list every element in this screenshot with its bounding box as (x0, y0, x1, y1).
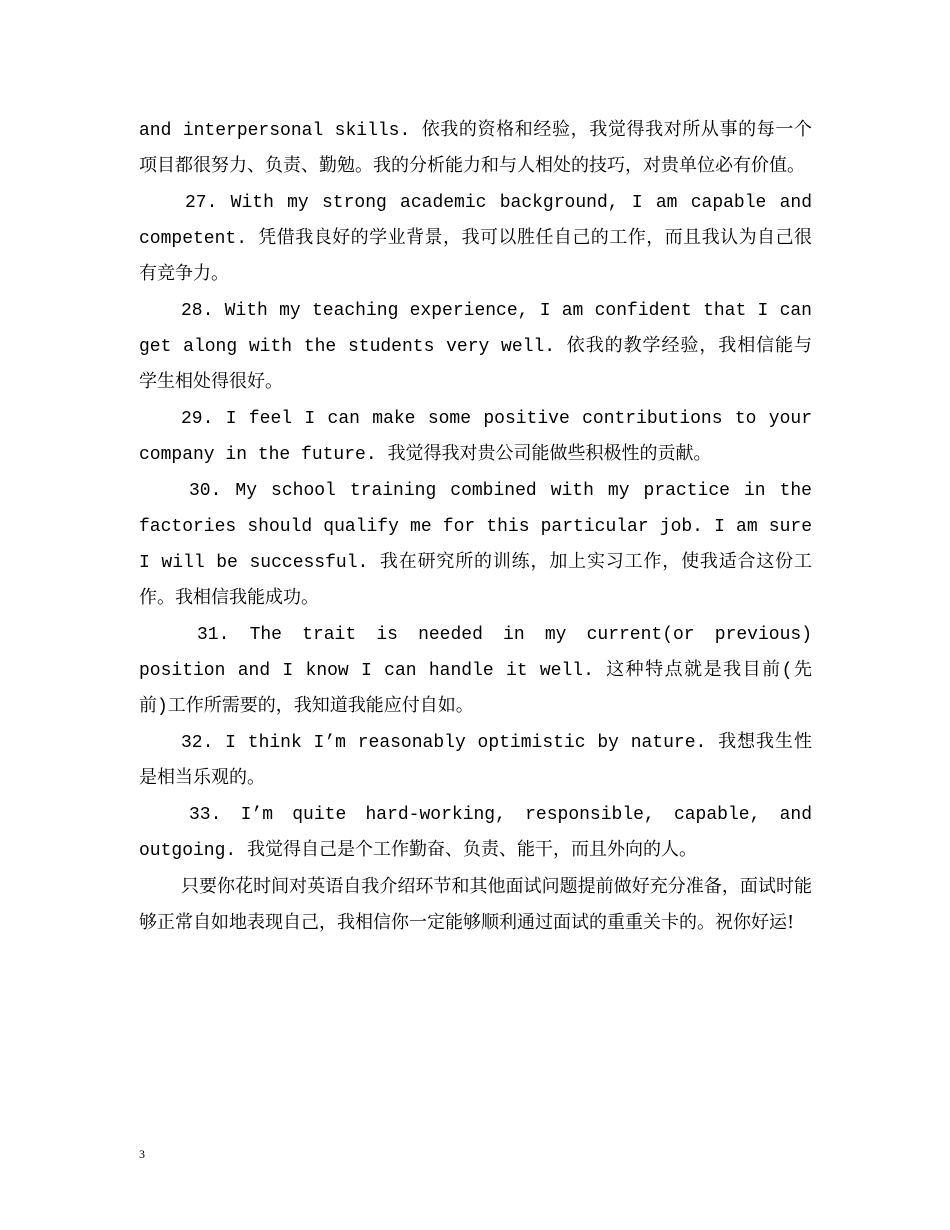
paragraph-28: 28. With my teaching experience, I am confident that I can get along with the students very well. 依我的教学经验，我相信能与学生相处得很好。 (139, 301, 812, 393)
paragraph-27: 27. With my strong academic background, I am capable and competent. 凭借我良好的学业背景，我可以胜任自己的工作，而且我认为自己很有竞争力。 (139, 193, 812, 285)
page-number: 3 (139, 1147, 145, 1161)
paragraph-32: 32. I think I’m reasonably optimistic by nature. 我想我生性是相当乐观的。 (139, 733, 812, 789)
paragraph-29: 29. I feel I can make some positive contributions to your company in the future. 我觉得我对贵公司能做些积极性的贡献。 (139, 409, 812, 465)
paragraph-26-continuation: and interpersonal skills. 依我的资格和经验，我觉得我对所从事的每一个项目都很努力、负责、勤勉。我的分析能力和与人相处的技巧，对贵单位必有价值。 (139, 121, 812, 177)
paragraph-33: 33. I’m quite hard-working, responsible, capable, and outgoing. 我觉得自己是个工作勤奋、负责、能干，而且外向的人。 (139, 805, 812, 861)
paragraph-30: 30. My school training combined with my practice in the factories should qualify me for this particular job. I am sure I will be successful. 我在研究所的训练，加上实习工作，使我适合这份工作。我相信我能成功。 (139, 481, 812, 609)
paragraph-31: 31. The trait is needed in my current(or previous) position and I know I can handle it well. 这种特点就是我目前(先前)工作所需要的，我知道我能应付自如。 (139, 625, 812, 717)
document-body (139, 113, 812, 941)
closing-paragraph: 只要你花时间对英语自我介绍环节和其他面试问题提前做好充分准备，面试时能够正常自如地表现自己，我相信你一定能够顺利通过面试的重重关卡的。祝你好运! (139, 876, 812, 933)
